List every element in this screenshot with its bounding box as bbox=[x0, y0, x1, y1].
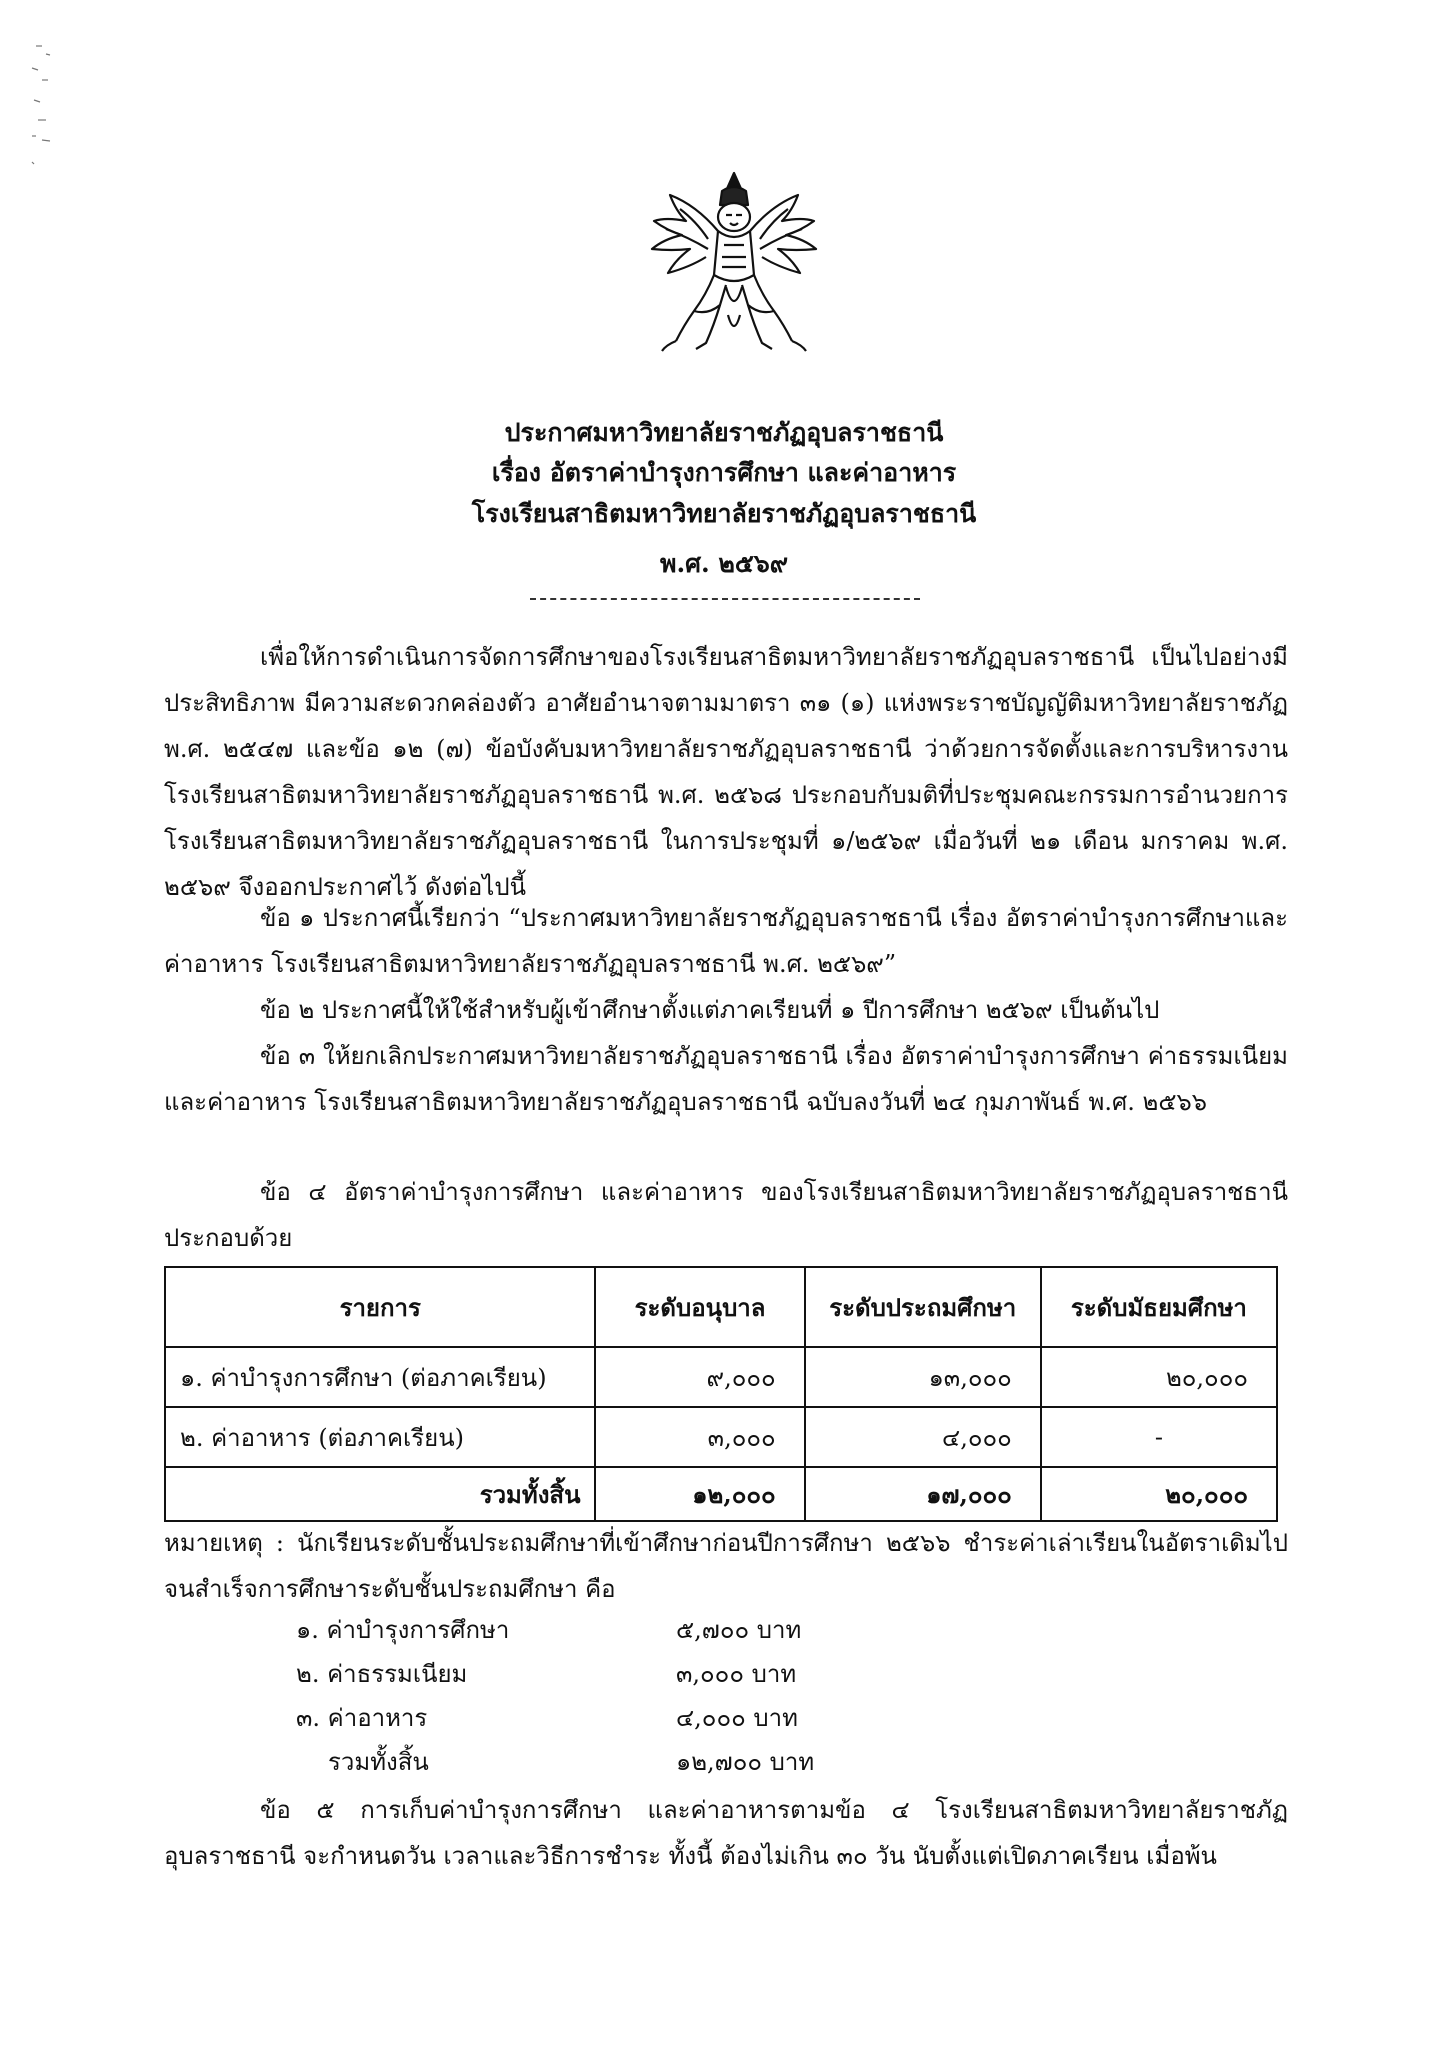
list-item bbox=[296, 1654, 896, 1698]
total-kindergarten: ๑๒,๐๐๐ bbox=[595, 1467, 804, 1521]
item-label: ๒. ค่าธรรมเนียม bbox=[296, 1660, 468, 1688]
list-item bbox=[296, 1698, 896, 1742]
header-primary: ระดับประถมศึกษา bbox=[805, 1267, 1041, 1347]
total-label: รวมทั้งสิ้น bbox=[328, 1748, 429, 1776]
cell-value: ๒๐,๐๐๐ bbox=[1041, 1347, 1277, 1407]
announcement-subject: เรื่อง อัตราค่าบำรุงการศึกษา และค่าอาหาร bbox=[491, 458, 957, 487]
list-item bbox=[296, 1610, 896, 1654]
total-label: รวมทั้งสิ้น bbox=[165, 1467, 595, 1521]
announcement-school: โรงเรียนสาธิตมหาวิทยาลัยราชภัฏอุบลราชธานี bbox=[471, 499, 977, 528]
item-label: ๓. ค่าอาหาร bbox=[296, 1704, 428, 1732]
scan-artifact-marks bbox=[28, 40, 68, 170]
table-row bbox=[165, 1407, 1277, 1467]
table-header-row bbox=[165, 1267, 1277, 1347]
item-label: ๑. ค่าบำรุงการศึกษา bbox=[296, 1616, 510, 1644]
header-secondary: ระดับมัธยมศึกษา bbox=[1041, 1267, 1277, 1347]
clause-5: ข้อ ๕ การเก็บค่าบำรุงการศึกษา และค่าอาหารตามข้อ ๔ โรงเรียนสาธิตมหาวิทยาลัยราชภัฏอุบลราชธานี จะกำหนดวัน เวลาและวิธีการชำระ ทั้งนี้ ต้องไม่เกิน ๓๐ วัน นับตั้งแต่เปิดภาคเรียน เมื่อพ้น bbox=[164, 1796, 1288, 1870]
list-total bbox=[296, 1742, 896, 1786]
table-total-row bbox=[165, 1467, 1277, 1521]
cell-value: ๔,๐๐๐ bbox=[805, 1407, 1041, 1467]
intro-paragraph: เพื่อให้การดำเนินการจัดการศึกษาของโรงเรียนสาธิตมหาวิทยาลัยราชภัฏอุบลราชธานี เป็นไปอย่างมีประสิทธิภาพ มีความสะดวกคล่องตัว อาศัยอำนาจตามมาตรา ๓๑ (๑) แห่งพระราชบัญญัติมหาวิทยาลัยราชภัฏ พ.ศ. ๒๕๔๗ และข้อ ๑๒ (๗) ข้อบังคับมหาวิทยาลัยราชภัฏอุบลราชธานี ว่าด้วยการจัดตั้งและการบริหารงานโรงเรียนสาธิตมหาวิทยาลัยราชภัฏอุบลราชธานี พ.ศ. ๒๕๖๘ ประกอบกับมติที่ประชุมคณะกรรมการอำนวยการโรงเรียนสาธิตมหาวิทยาลัยราชภัฏอุบลราชธานี ในการประชุมที่ ๑/๒๕๖๙ เมื่อวันที่ ๒๑ เดือน มกราคม พ.ศ. ๒๕๖๙ จึงออกประกาศไว้ ดังต่อไปนี้ bbox=[164, 643, 1288, 901]
item-amount: ๓,๐๐๐ บาท bbox=[676, 1660, 797, 1688]
total-primary: ๑๗,๐๐๐ bbox=[805, 1467, 1041, 1521]
total-amount: ๑๒,๗๐๐ บาท bbox=[676, 1748, 815, 1776]
row-label: ๒. ค่าอาหาร (ต่อภาคเรียน) bbox=[165, 1407, 595, 1467]
garuda-emblem-icon bbox=[636, 165, 832, 357]
clause-2: ข้อ ๒ ประกาศนี้ให้ใช้สำหรับผู้เข้าศึกษาตั้งแต่ภาคเรียนที่ ๑ ปีการศึกษา ๒๕๖๙ เป็นต้นไป bbox=[260, 996, 1160, 1024]
old-rate-list bbox=[296, 1610, 896, 1786]
dashed-divider bbox=[530, 598, 920, 600]
clause-3: ข้อ ๓ ให้ยกเลิกประกาศมหาวิทยาลัยราชภัฏอุบลราชธานี เรื่อง อัตราค่าบำรุงการศึกษา ค่าธรรมเนียม และค่าอาหาร โรงเรียนสาธิตมหาวิทยาลัยราชภัฏอุบลราชธานี ฉบับลงวันที่ ๒๔ กุมภาพันธ์ พ.ศ. ๒๕๖๖ bbox=[164, 1042, 1288, 1116]
cell-value: ๓,๐๐๐ bbox=[595, 1407, 804, 1467]
header-item: รายการ bbox=[165, 1267, 595, 1347]
item-amount: ๔,๐๐๐ บาท bbox=[676, 1704, 798, 1732]
table-row bbox=[165, 1347, 1277, 1407]
cell-value: ๙,๐๐๐ bbox=[595, 1347, 804, 1407]
cell-value: - bbox=[1041, 1407, 1277, 1467]
clause-1: ข้อ ๑ ประกาศนี้เรียกว่า “ประกาศมหาวิทยาลัยราชภัฏอุบลราชธานี เรื่อง อัตราค่าบำรุงการศึกษาและค่าอาหาร โรงเรียนสาธิตมหาวิทยาลัยราชภัฏอุบลราชธานี พ.ศ. ๒๕๖๙” bbox=[164, 904, 1288, 978]
remark-paragraph: หมายเหตุ : นักเรียนระดับชั้นประถมศึกษาที่เข้าศึกษาก่อนปีการศึกษา ๒๕๖๖ ชำระค่าเล่าเรียนในอัตราเดิมไปจนสำเร็จการศึกษาระดับชั้นประถมศึกษา คือ bbox=[164, 1529, 1288, 1603]
total-secondary: ๒๐,๐๐๐ bbox=[1041, 1467, 1277, 1521]
clause-4: ข้อ ๔ อัตราค่าบำรุงการศึกษา และค่าอาหาร ของโรงเรียนสาธิตมหาวิทยาลัยราชภัฏอุบลราชธานี ประกอบด้วย bbox=[164, 1178, 1288, 1252]
announcement-year: พ.ศ. ๒๕๖๙ bbox=[659, 549, 789, 578]
row-label: ๑. ค่าบำรุงการศึกษา (ต่อภาคเรียน) bbox=[165, 1347, 595, 1407]
item-amount: ๕,๗๐๐ บาท bbox=[676, 1616, 802, 1644]
fee-table bbox=[164, 1266, 1278, 1522]
header-kindergarten: ระดับอนุบาล bbox=[595, 1267, 804, 1347]
announcement-title: ประกาศมหาวิทยาลัยราชภัฏอุบลราชธานี bbox=[504, 418, 944, 447]
cell-value: ๑๓,๐๐๐ bbox=[805, 1347, 1041, 1407]
